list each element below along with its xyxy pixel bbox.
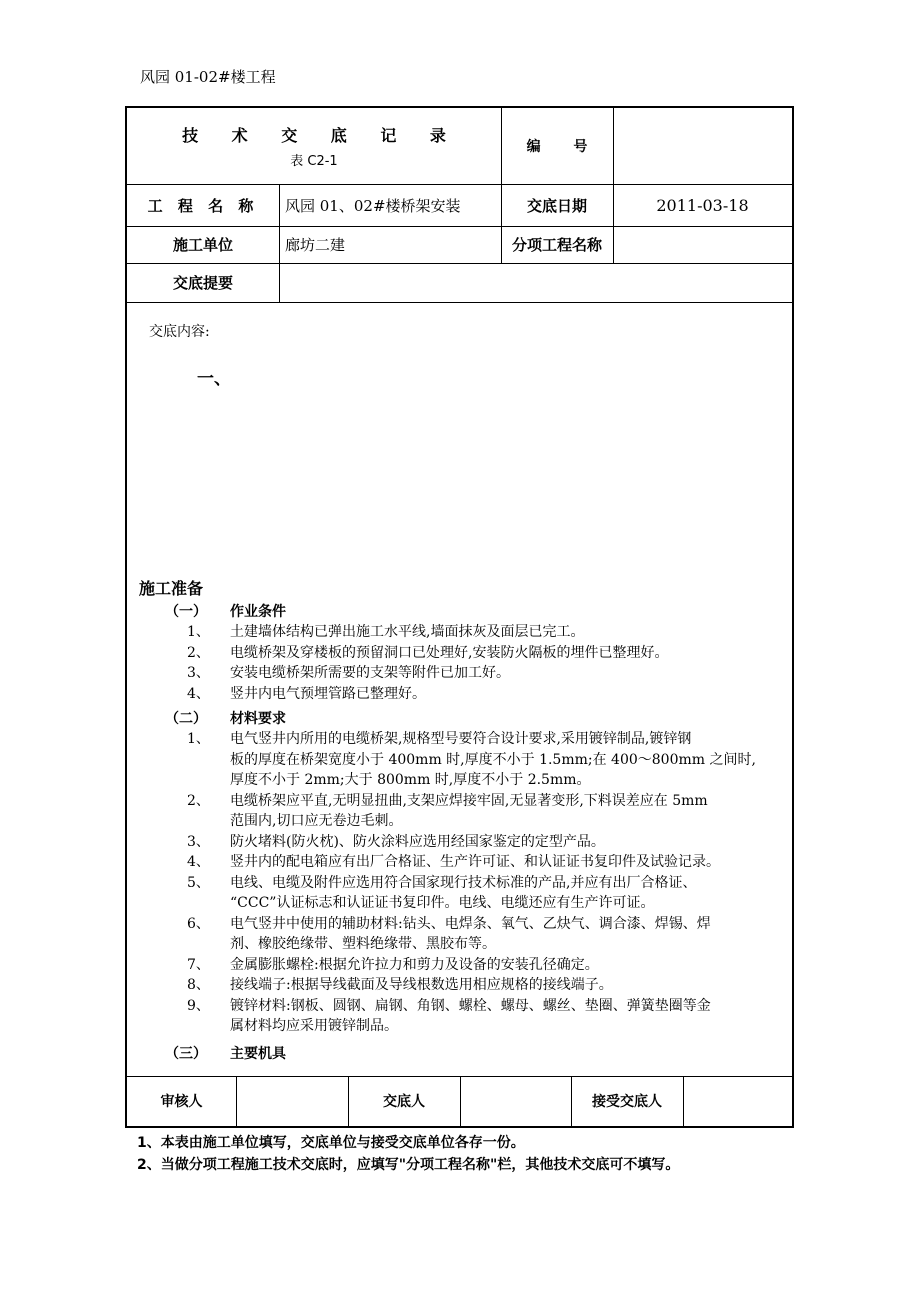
page-header: 风园 01-02#楼工程 (140, 68, 276, 86)
sub-project-value (613, 226, 792, 263)
footnote-1: 1、本表由施工单位填写，交底单位与接受交底单位各存一份。 (137, 1135, 525, 1151)
summary-label: 交底提要 (172, 274, 233, 292)
list-item-text: 电缆桥架及穿楼板的预留洞口已处理好,安装防火隔板的埋件已整理好。 (230, 644, 669, 661)
sub3-title: 主要机具 (230, 1046, 286, 1062)
sub1-num: （一） (165, 604, 207, 620)
list-item-text: 板的厚度在桥架宽度小于 400mm 时,厚度不小于 1.5mm;在 400～800mm 之间时, (230, 751, 756, 768)
form-title: 技 术 交 底 记 录 (182, 126, 460, 145)
list-item-text: 竖井内电气预埋管路已整理好。 (230, 685, 426, 702)
list-item-number: 7、 (187, 956, 210, 973)
content-intro-label: 交底内容: (149, 324, 210, 340)
sub1-title: 作业条件 (230, 604, 286, 620)
list-item-number: 4、 (187, 854, 210, 870)
unit-value: 廊坊二建 (285, 236, 346, 254)
list-item-text: 接线端子:根据导线截面及导线根数选用相应规格的接线端子。 (230, 977, 613, 993)
list-item-number: 3、 (187, 665, 210, 681)
summary-value (279, 263, 792, 302)
section-title: 施工准备 (139, 579, 204, 598)
list-item-text: 土建墙体结构已弹出施工水平线,墙面抹灰及面层已完工。 (230, 624, 585, 640)
list-item-number: 3、 (187, 833, 210, 850)
reviewer-value (236, 1076, 348, 1126)
form-code: 表 C2-1 (290, 154, 338, 169)
number-label: 编 号 (526, 139, 602, 155)
list-item-text: 属材料均应采用镀锌制品。 (230, 1018, 398, 1034)
date-value: 2011-03-18 (656, 195, 749, 215)
sub-project-label: 分项工程名称 (511, 236, 602, 254)
list-item-text: 范围内,切口应无卷边毛刺。 (230, 813, 403, 829)
list-item-text: “CCC”认证标志和认证证书复印件。电线、电缆还应有生产许可证。 (230, 895, 655, 911)
list-item-text: 剂、橡胶绝缘带、塑料绝缘带、黑胶布等。 (230, 936, 496, 952)
list-item-text: 厚度不小于 2mm;大于 800mm 时,厚度不小于 2.5mm。 (230, 772, 591, 788)
list-item-text: 电线、电缆及附件应选用符合国家现行技术标准的产品,并应有出厂合格证、 (230, 874, 697, 891)
presenter-value (460, 1076, 571, 1126)
list-item-text: 镀锌材料:钢板、圆钢、扁钢、角钢、螺栓、螺母、螺丝、垫圈、弹簧垫圈等金 (230, 997, 711, 1014)
sub2-title: 材料要求 (230, 711, 286, 727)
footnote-2: 2、当做分项工程施工技术交底时，应填写"分项工程名称"栏，其他技术交底可不填写。 (137, 1157, 680, 1173)
sub2-num: （二） (165, 711, 207, 727)
list-item-number: 2、 (187, 644, 210, 661)
list-item-text: 电缆桥架应平直,无明显扭曲,支架应焊接牢固,无显著变形,下料误差应在 5mm (230, 792, 708, 809)
unit-label: 施工单位 (172, 236, 233, 254)
list-item-number: 2、 (187, 792, 210, 809)
list-item-number: 1、 (187, 624, 210, 640)
presenter-label: 交底人 (383, 1094, 425, 1110)
list-item-number: 8、 (187, 977, 210, 993)
form-title-cell (127, 108, 501, 184)
sub3-num: （三） (165, 1046, 207, 1062)
list-item-number: 1、 (187, 731, 210, 747)
list-item-text: 防火堵料(防火枕)、防火涂料应选用经国家鉴定的定型产品。 (230, 833, 605, 850)
number-value (613, 108, 792, 184)
list-item-number: 4、 (187, 685, 210, 702)
list-item-number: 5、 (187, 874, 210, 891)
list-item-text: 安装电缆桥架所需要的支架等附件已加工好。 (230, 665, 510, 681)
receiver-label: 接受交底人 (592, 1094, 662, 1110)
part-one-heading: 一、 (197, 369, 231, 389)
project-name-label: 工 程 名 称 (147, 196, 259, 215)
list-item-text: 电气竖井中使用的辅助材料:钻头、电焊条、氧气、乙炔气、调合漆、焊锡、焊 (230, 915, 711, 932)
list-item-text: 竖井内的配电箱应有出厂合格证、生产许可证、和认证证书复印件及试验记录。 (230, 854, 720, 870)
technical-briefing-form (125, 106, 794, 1128)
list-item-text: 金属膨胀螺栓:根据允许拉力和剪力及设备的安装孔径确定。 (230, 956, 599, 973)
receiver-value (683, 1076, 792, 1126)
date-label: 交底日期 (526, 196, 587, 215)
list-item-text: 电气竖井内所用的电缆桥架,规格型号要符合设计要求,采用镀锌制品,镀锌钢 (230, 731, 692, 747)
list-item-number: 6、 (187, 915, 210, 932)
list-item-number: 9、 (187, 997, 210, 1014)
project-name-value: 风园 01、02#楼桥架安装 (285, 196, 461, 215)
reviewer-label: 审核人 (160, 1094, 203, 1110)
